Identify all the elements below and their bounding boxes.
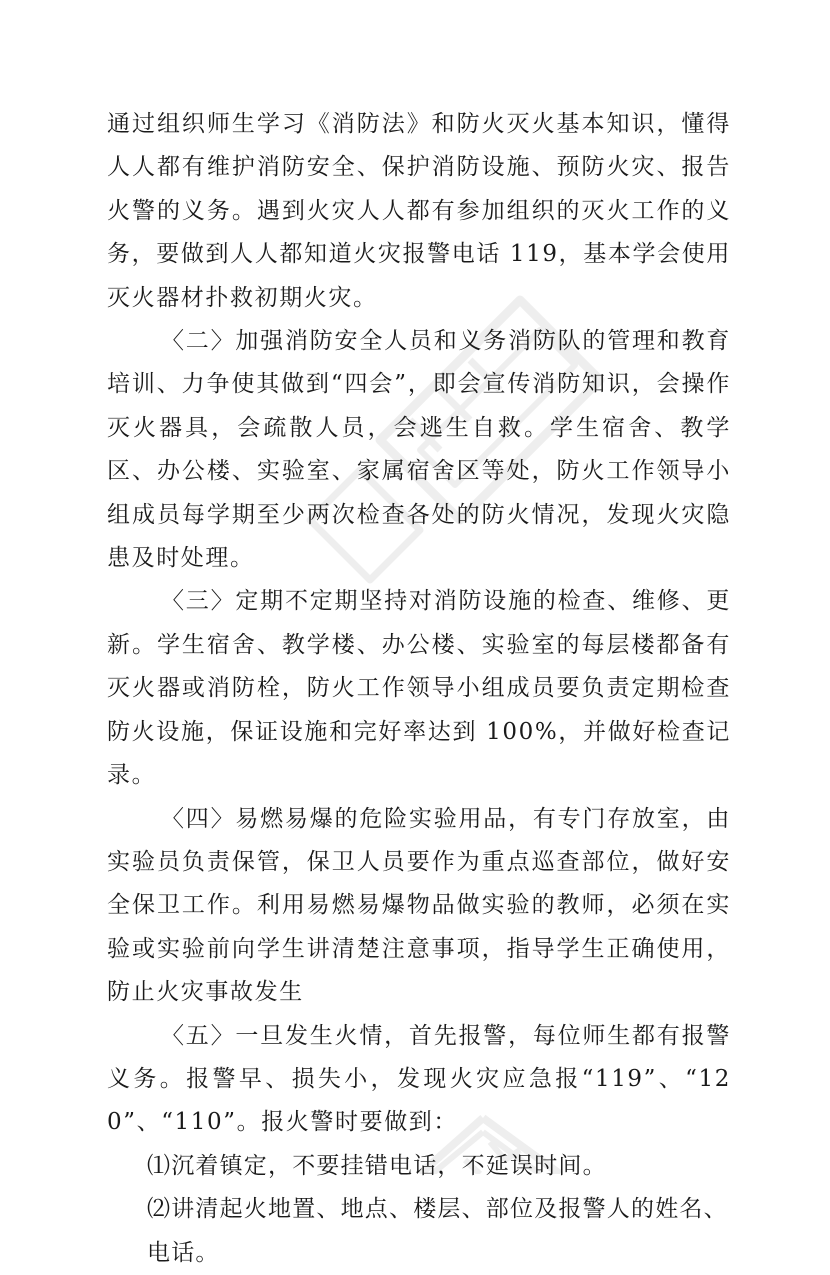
list-item-1-stay-calm: ⑴沉着镇定，不要挂错电话，不延误时间。 xyxy=(147,1152,607,1179)
paragraph-section-4-hazardous-materials: 〈四〉易燃易爆的危险实验用品，有专门存放室，由实验员负责保管，保卫人员要作为重点巡查部位，做好安全保卫工作。利用易燃易爆物品做实验的教师，必须在实验或实验前向学生讲清楚注意事项，指导学生正确使用，防止火灾事故发生 xyxy=(107,805,731,1006)
list-item-2-report-details: ⑵讲清起火地置、地点、楼层、部位及报警人的姓名、电话。 xyxy=(147,1196,728,1266)
paragraph-section-5-reporting: 〈五〉一旦发生火情，首先报警，每位师生都有报警义务。报警早、损失小，发现火灾应急报“119”、“120”、“110”。报火警时要做到： xyxy=(107,1022,731,1136)
document-body xyxy=(107,103,731,1275)
paragraph-section-3-inspection: 〈三〉定期不定期坚持对消防设施的检查、维修、更新。学生宿舍、教学楼、办公楼、实验室的每层楼都备有灭火器或消防栓，防火工作领导小组成员要负责定期检查防火设施，保证设施和完好率达到 100%，并做好检查记录。 xyxy=(107,588,731,789)
paragraph-section-2-training: 〈二〉加强消防安全人员和义务消防队的管理和教育培训、力争使其做到“四会”，即会宣传消防知识，会操作灭火器具，会疏散人员，会逃生自救。学生宿舍、教学区、办公楼、实验室、家属宿舍区等处，防火工作领导小组成员每学期至少两次检查各处的防火情况，发现火灾隐患及时处理。 xyxy=(107,328,731,572)
paragraph-fire-law-education: 通过组织师生学习《消防法》和防火灭火基本知识，懂得人人都有维护消防安全、保护消防设施、预防火灾、报告火警的义务。遇到火灾人人都有参加组织的灭火工作的义务，要做到人人都知道火灾报警电话 119，基本学会使用灭火器材扑救初期火灾。 xyxy=(107,111,731,311)
